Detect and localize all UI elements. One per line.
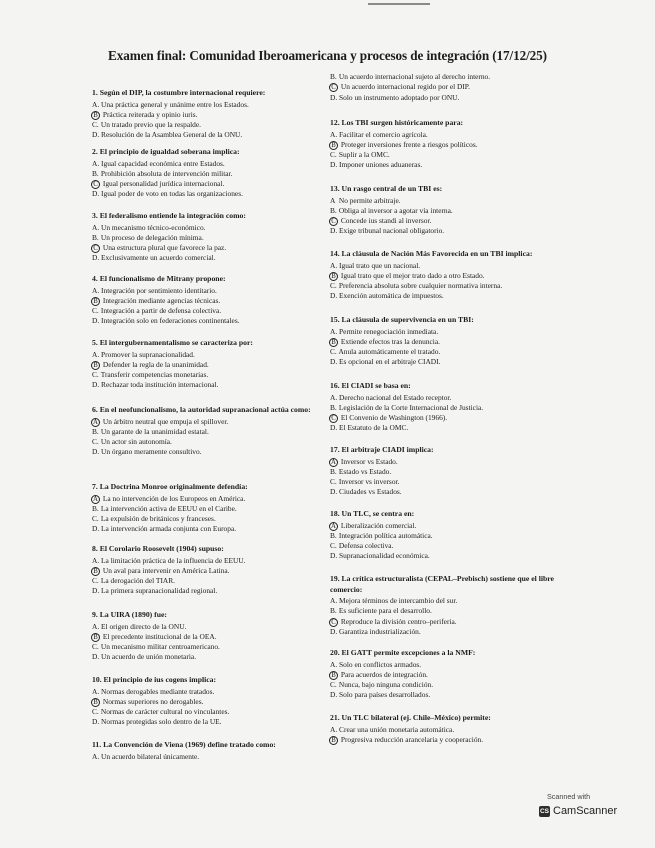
option-text: Liberalización comercial. (340, 520, 417, 530)
option-text: Igual personalidad jurídica internacional. (102, 179, 225, 189)
option-letter: A. (92, 621, 100, 631)
option-letter: C. (330, 477, 337, 487)
question-block (330, 648, 570, 701)
option-letter: A. (92, 751, 100, 761)
answer-option (92, 100, 322, 110)
option-text: Un aval para intervenir en América Latina. (102, 565, 230, 575)
answer-option (330, 531, 570, 541)
answer-option-circled (92, 243, 322, 253)
answer-option-circled (92, 697, 322, 707)
top-edge-mark (368, 3, 430, 5)
answer-option (92, 752, 322, 762)
answer-option-circled (330, 271, 570, 281)
answer-option-circled (330, 216, 570, 226)
answer-option-circled (330, 413, 570, 423)
answer-option (330, 327, 570, 337)
answer-option (92, 717, 322, 727)
option-letter: A (330, 195, 336, 205)
question-block (92, 147, 322, 200)
question-block (330, 574, 570, 637)
answer-option (330, 596, 570, 606)
exam-title: Examen final: Comunidad Iberoamericana y procesos de integración (17/12/25) (108, 48, 547, 63)
option-letter: B. (330, 530, 337, 540)
option-letter: D. (92, 652, 100, 662)
option-text: Un proceso de delegación mínima. (100, 232, 204, 242)
option-text: Defensa colectiva. (338, 541, 394, 551)
option-text: Normas de carácter cultural no vinculantes. (100, 707, 230, 717)
answer-option (92, 622, 322, 632)
question-block (330, 381, 570, 434)
option-text: Estado vs Estado. (338, 466, 392, 476)
option-letter: D. (330, 690, 338, 700)
answer-option (330, 281, 570, 291)
answer-option (92, 223, 322, 233)
option-text: Integración a partir de defensa colectiva. (100, 306, 222, 316)
option-letter: C. (92, 437, 99, 447)
option-letter: B. (330, 72, 337, 81)
option-text: Reproduce la división centro–periferia. (340, 616, 457, 626)
option-text: La primera supranacionalidad regional. (101, 586, 218, 596)
option-letter: D. (92, 524, 100, 534)
answer-option-circled (330, 617, 570, 627)
question-text: 1. Según el DIP, la costumbre internacional requiere: (92, 88, 266, 97)
option-text: Un acuerdo internacional regido por el DIP. (340, 82, 470, 92)
option-text: Exención automática de impuestos. (339, 291, 444, 301)
option-text: Crear una unión monetaria automática. (339, 724, 455, 734)
circled-option-letter: C (329, 414, 338, 423)
answer-option (92, 316, 322, 326)
answer-option (330, 357, 570, 367)
answer-option (330, 160, 570, 170)
circled-option-letter: C (91, 180, 100, 189)
question-block (330, 72, 570, 103)
circled-option-letter: A (91, 495, 100, 504)
option-text: Rechazar toda institución internacional. (101, 380, 219, 390)
answer-option (92, 253, 322, 263)
answer-option (330, 403, 570, 413)
question-text: 13. Un rasgo central de un TBI es: (330, 184, 443, 193)
answer-option (330, 150, 570, 160)
answer-option (330, 206, 570, 216)
answer-option-circled (92, 110, 322, 120)
option-text: Preferencia absoluta sobre cualquier normativa interna. (338, 281, 503, 291)
option-text: Un mecanismo militar centroamericano. (100, 642, 220, 652)
answer-option (330, 93, 570, 103)
option-text: Un actor sin autonomía. (100, 437, 172, 447)
option-text: Suplir a la OMC. (338, 150, 390, 160)
question-block (92, 482, 322, 535)
option-letter: A. (330, 724, 338, 734)
option-text: Inversor vs Estado. (340, 456, 398, 466)
option-text: Práctica reiterada y opinio iuris. (102, 109, 198, 119)
option-letter: C. (92, 120, 99, 130)
option-letter: C. (330, 281, 337, 291)
scanned-with-label: Scanned with (547, 792, 591, 801)
option-letter: D. (92, 586, 100, 596)
circled-option-letter: B (329, 338, 338, 347)
circled-option-letter: A (329, 522, 338, 531)
answer-option-circled (92, 494, 322, 504)
answer-option (330, 347, 570, 357)
answer-option (92, 642, 322, 652)
answer-option (330, 541, 570, 551)
option-letter: D. (92, 130, 100, 140)
question-block (330, 315, 570, 368)
camscanner-watermark (533, 792, 629, 832)
option-letter: C. (330, 541, 337, 551)
option-text: Igual capacidad económica entre Estados. (101, 158, 225, 168)
answer-option (92, 380, 322, 390)
option-text: Transferir competencias monetarias. (100, 370, 209, 380)
option-text: La intervención armada conjunta con Europa. (101, 524, 237, 534)
answer-option-circled (330, 670, 570, 680)
answer-option (330, 196, 570, 206)
question-text: 7. La Doctrina Monroe originalmente defendía: (92, 482, 248, 491)
answer-option (92, 169, 322, 179)
answer-option-circled (92, 566, 322, 576)
option-text: Resolución de la Asamblea General de la ONU. (101, 130, 243, 140)
question-text: 17. El arbitraje CIADI implica: (330, 445, 434, 454)
option-letter: D. (92, 316, 100, 326)
option-text: Concede ius standi al inversor. (340, 216, 432, 226)
option-letter: C. (330, 347, 337, 357)
question-block (330, 713, 570, 745)
option-letter: B. (330, 205, 337, 215)
option-letter: B. (92, 503, 99, 513)
option-letter: B. (330, 402, 337, 412)
circled-option-letter: B (91, 111, 100, 120)
answer-option (330, 423, 570, 433)
option-text: Solo un instrumento adoptado por ONU. (339, 92, 460, 102)
option-text: Promover la supranacionalidad. (101, 349, 195, 359)
circled-option-letter: A (329, 458, 338, 467)
answer-option (330, 291, 570, 301)
option-text: Es opcional en el arbitraje CIADI. (339, 357, 441, 367)
option-text: Una práctica general y unánime entre los Estados. (101, 99, 249, 109)
option-letter: D. (330, 626, 338, 636)
camscanner-name: CamScanner (553, 805, 618, 817)
answer-option (330, 130, 570, 140)
answer-option (92, 130, 322, 140)
answer-option-circled (330, 82, 570, 92)
camscanner-brand (539, 805, 617, 817)
option-text: Obliga al inversor a agotar vía interna. (338, 205, 453, 215)
option-text: Integración por sentimiento identitario. (101, 285, 217, 295)
option-text: La expulsión de británicos y franceses. (100, 514, 216, 524)
option-letter: A. (92, 555, 100, 565)
circled-option-letter: B (91, 698, 100, 707)
option-text: Garantiza industrialización. (339, 626, 421, 636)
answer-option (92, 687, 322, 697)
option-text: Defender la regla de la unanimidad. (102, 359, 209, 369)
answer-option (92, 514, 322, 524)
option-letter: A. (330, 659, 338, 669)
answer-option-circled (330, 140, 570, 150)
option-letter: D. (330, 423, 338, 433)
option-text: Igual trato que el mejor trato dado a otro Estado. (340, 270, 485, 280)
option-text: Inversor vs inversor. (338, 477, 400, 487)
question-text: 14. La cláusula de Nación Más Favorecida en un TBI implica: (330, 249, 533, 258)
question-text: 8. El Corolario Roosevelt (1904) supuso: (92, 544, 224, 553)
option-letter: A. (92, 349, 100, 359)
option-letter: D. (330, 357, 338, 367)
option-text: Normas superiores no derogables. (102, 696, 204, 706)
option-letter: C. (92, 370, 99, 380)
option-text: Normas protegidas solo dentro de la UE. (101, 717, 222, 727)
option-text: Un órgano meramente consultivo. (101, 447, 202, 457)
circled-option-letter: C (329, 83, 338, 92)
option-letter: B. (330, 466, 337, 476)
option-text: Nunca, bajo ninguna condición. (338, 680, 434, 690)
answer-option (92, 652, 322, 662)
question-block (92, 88, 322, 141)
question-block (330, 509, 570, 562)
answer-option (92, 233, 322, 243)
answer-option (330, 627, 570, 637)
option-letter: A. (330, 260, 338, 270)
option-letter: C. (330, 680, 337, 690)
option-text: Progresiva reducción arancelaria y cooperación. (340, 734, 484, 744)
answer-option (92, 189, 322, 199)
answer-option-circled (92, 632, 322, 642)
answer-option (330, 393, 570, 403)
answer-option-circled (92, 417, 322, 427)
question-text: 18. Un TLC, se centra en: (330, 509, 415, 518)
answer-option (92, 447, 322, 457)
question-text: 6. En el neofuncionalismo, la autoridad supranacional actúa como: (92, 405, 311, 414)
option-text: El Estatuto de la OMC. (339, 423, 409, 433)
option-text: Exige tribunal nacional obligatorio. (339, 226, 445, 236)
option-text: Un mecanismo técnico-económico. (101, 222, 206, 232)
question-block (92, 740, 322, 762)
answer-option-circled (330, 337, 570, 347)
option-text: Integración solo en federaciones continentales. (101, 316, 240, 326)
question-text: 9. La UIRA (1890) fue: (92, 610, 167, 619)
question-text: 19. La crítica estructuralista (CEPAL–Prebisch) sostiene que el libre comercio: (330, 574, 554, 594)
option-text: Ciudades vs Estados. (339, 487, 402, 497)
option-text: Una estructura plural que favorece la paz. (102, 243, 227, 253)
circled-option-letter: A (91, 418, 100, 427)
option-text: La limitación práctica de la influencia de EEUU. (101, 555, 246, 565)
option-letter: B. (92, 232, 99, 242)
option-text: La intervención activa de EEUU en el Caribe. (100, 503, 237, 513)
option-letter: D. (330, 487, 338, 497)
option-letter: A. (92, 99, 100, 109)
option-letter: A. (330, 392, 338, 402)
option-text: Imponer uniones aduaneras. (339, 160, 423, 170)
circled-option-letter: B (329, 671, 338, 680)
question-text: 15. La cláusula de supervivencia en un TBI: (330, 315, 474, 324)
option-text: Exclusivamente un acuerdo comercial. (101, 253, 216, 263)
camscanner-logo-icon: CS (539, 807, 550, 815)
answer-option-circled (330, 521, 570, 531)
option-text: Es suficiente para el desarrollo. (338, 606, 432, 616)
option-text: Prohibición absoluta de intervención militar. (100, 168, 233, 178)
answer-option (330, 467, 570, 477)
question-text: 2. El principio de igualdad soberana implica: (92, 147, 240, 156)
option-letter: C. (92, 514, 99, 524)
circled-option-letter: B (329, 141, 338, 150)
option-text: La derogación del TIAR. (100, 576, 176, 586)
option-text: Para acuerdos de integración. (340, 669, 428, 679)
option-letter: A. (330, 596, 338, 605)
question-block (92, 338, 322, 391)
question-text: 16. El CIADI se basa en: (330, 381, 411, 390)
answer-option (92, 286, 322, 296)
option-text: Igual trato que un nacional. (339, 260, 421, 270)
option-text: Normas derogables mediante tratados. (101, 686, 215, 696)
question-block (92, 274, 322, 327)
answer-option (330, 72, 570, 82)
option-text: No permite arbitraje. (338, 195, 401, 205)
option-text: Proteger inversiones frente a riesgos políticos. (340, 139, 478, 149)
circled-option-letter: B (91, 361, 100, 370)
option-letter: A. (92, 158, 100, 168)
option-letter: B. (92, 168, 99, 178)
answer-option (330, 690, 570, 700)
circled-option-letter: B (91, 633, 100, 642)
answer-option-circled (330, 735, 570, 745)
question-text: 11. La Convención de Viena (1969) define tratado como: (92, 740, 276, 749)
answer-option (92, 707, 322, 717)
question-block (330, 118, 570, 171)
answer-option-circled (92, 360, 322, 370)
option-text: Facilitar el comercio agrícola. (339, 129, 428, 139)
question-block (92, 544, 322, 597)
option-letter: D. (92, 447, 100, 457)
question-text: 20. El GATT permite excepciones a la NMF: (330, 648, 476, 657)
circled-option-letter: B (91, 297, 100, 306)
option-text: Un garante de la unanimidad estatal. (100, 426, 209, 436)
question-text: 5. El intergubernamentalismo se caracteriza por: (92, 338, 253, 347)
option-letter: D. (330, 226, 338, 236)
question-block (92, 405, 322, 458)
option-letter: C. (92, 642, 99, 652)
question-text: 12. Los TBI surgen históricamente para: (330, 118, 464, 127)
question-text: 4. El funcionalismo de Mitrany propone: (92, 274, 226, 283)
question-block (92, 211, 322, 264)
option-text: Supranacionalidad económica. (339, 551, 430, 561)
answer-option (330, 680, 570, 690)
option-letter: A. (330, 326, 338, 336)
option-letter: A. (92, 686, 100, 696)
answer-option (92, 504, 322, 514)
answer-option (92, 427, 322, 437)
option-text: Anula automáticamente el tratado. (338, 347, 441, 357)
answer-option (330, 660, 570, 670)
question-text: 21. Un TLC bilateral (ej. Chile–México) permite: (330, 713, 491, 722)
circled-option-letter: C (329, 217, 338, 226)
option-text: El origen directo de la ONU. (101, 621, 187, 631)
option-letter: C. (92, 707, 99, 717)
option-letter: B. (92, 426, 99, 436)
option-text: Integración mediante agencias técnicas. (102, 295, 221, 305)
option-text: Un árbitro neutral que empuja el spillover. (102, 416, 229, 426)
question-block (92, 675, 322, 728)
answer-option (330, 725, 570, 735)
option-text: Un tratado previo que la respalde. (100, 120, 202, 130)
option-letter: C. (92, 576, 99, 586)
option-text: Mejora términos de intercambio del sur. (339, 596, 458, 605)
option-letter: D. (92, 717, 100, 727)
option-text: Derecho nacional del Estado receptor. (339, 392, 452, 402)
option-letter: A. (330, 129, 338, 139)
answer-option (92, 524, 322, 534)
answer-option (330, 477, 570, 487)
option-letter: D. (330, 92, 338, 102)
option-letter: A. (92, 222, 100, 232)
answer-option (92, 350, 322, 360)
circled-option-letter: C (91, 244, 100, 253)
option-text: La no intervención de los Europeos en América. (102, 493, 246, 503)
option-letter: C. (92, 306, 99, 316)
option-text: Legislación de la Corte Internacional de Justicia. (338, 402, 484, 412)
answer-option-circled (330, 457, 570, 467)
circled-option-letter: B (329, 272, 338, 281)
option-letter: D. (92, 380, 100, 390)
option-text: Extiende efectos tras la denuncia. (340, 336, 440, 346)
answer-option (92, 306, 322, 316)
question-block (330, 184, 570, 237)
option-text: Integración política automática. (338, 530, 433, 540)
answer-option (92, 370, 322, 380)
option-text: Un acuerdo bilateral únicamente. (101, 751, 200, 761)
answer-option (92, 586, 322, 596)
option-letter: D. (92, 253, 100, 263)
answer-option (330, 606, 570, 616)
option-letter: A. (92, 285, 100, 295)
circled-option-letter: B (91, 567, 100, 576)
answer-option (92, 159, 322, 169)
option-text: Un acuerdo internacional sujeto al derecho interno. (338, 72, 491, 81)
option-text: Solo para países desarrollados. (339, 690, 431, 700)
answer-option (330, 226, 570, 236)
option-letter: D. (330, 160, 338, 170)
answer-option-circled (92, 179, 322, 189)
option-text: El Convenio de Washington (1966). (340, 413, 448, 423)
question-text: 10. El principio de ius cogens implica: (92, 675, 217, 684)
option-text: Un acuerdo de unión monetaria. (101, 652, 197, 662)
answer-option (330, 551, 570, 561)
question-block (330, 249, 570, 302)
option-text: Permite renegociación inmediata. (339, 326, 439, 336)
question-text: 3. El federalismo entiende la integración como: (92, 211, 246, 220)
answer-option (330, 261, 570, 271)
question-block (330, 445, 570, 498)
answer-option (92, 576, 322, 586)
question-block (92, 610, 322, 663)
option-letter: C. (330, 150, 337, 160)
circled-option-letter: C (329, 618, 338, 627)
option-text: Solo en conflictos armados. (339, 659, 422, 669)
option-text: Igual poder de voto en todas las organizaciones. (101, 189, 243, 199)
option-letter: D. (330, 291, 338, 301)
circled-option-letter: B (329, 736, 338, 745)
answer-option (330, 487, 570, 497)
answer-option (92, 437, 322, 447)
answer-option (92, 556, 322, 566)
option-letter: B. (330, 606, 337, 616)
option-letter: D. (330, 551, 338, 561)
option-text: El precedente institucional de la OEA. (102, 631, 217, 641)
option-letter: D. (92, 189, 100, 199)
answer-option (92, 120, 322, 130)
answer-option-circled (92, 296, 322, 306)
